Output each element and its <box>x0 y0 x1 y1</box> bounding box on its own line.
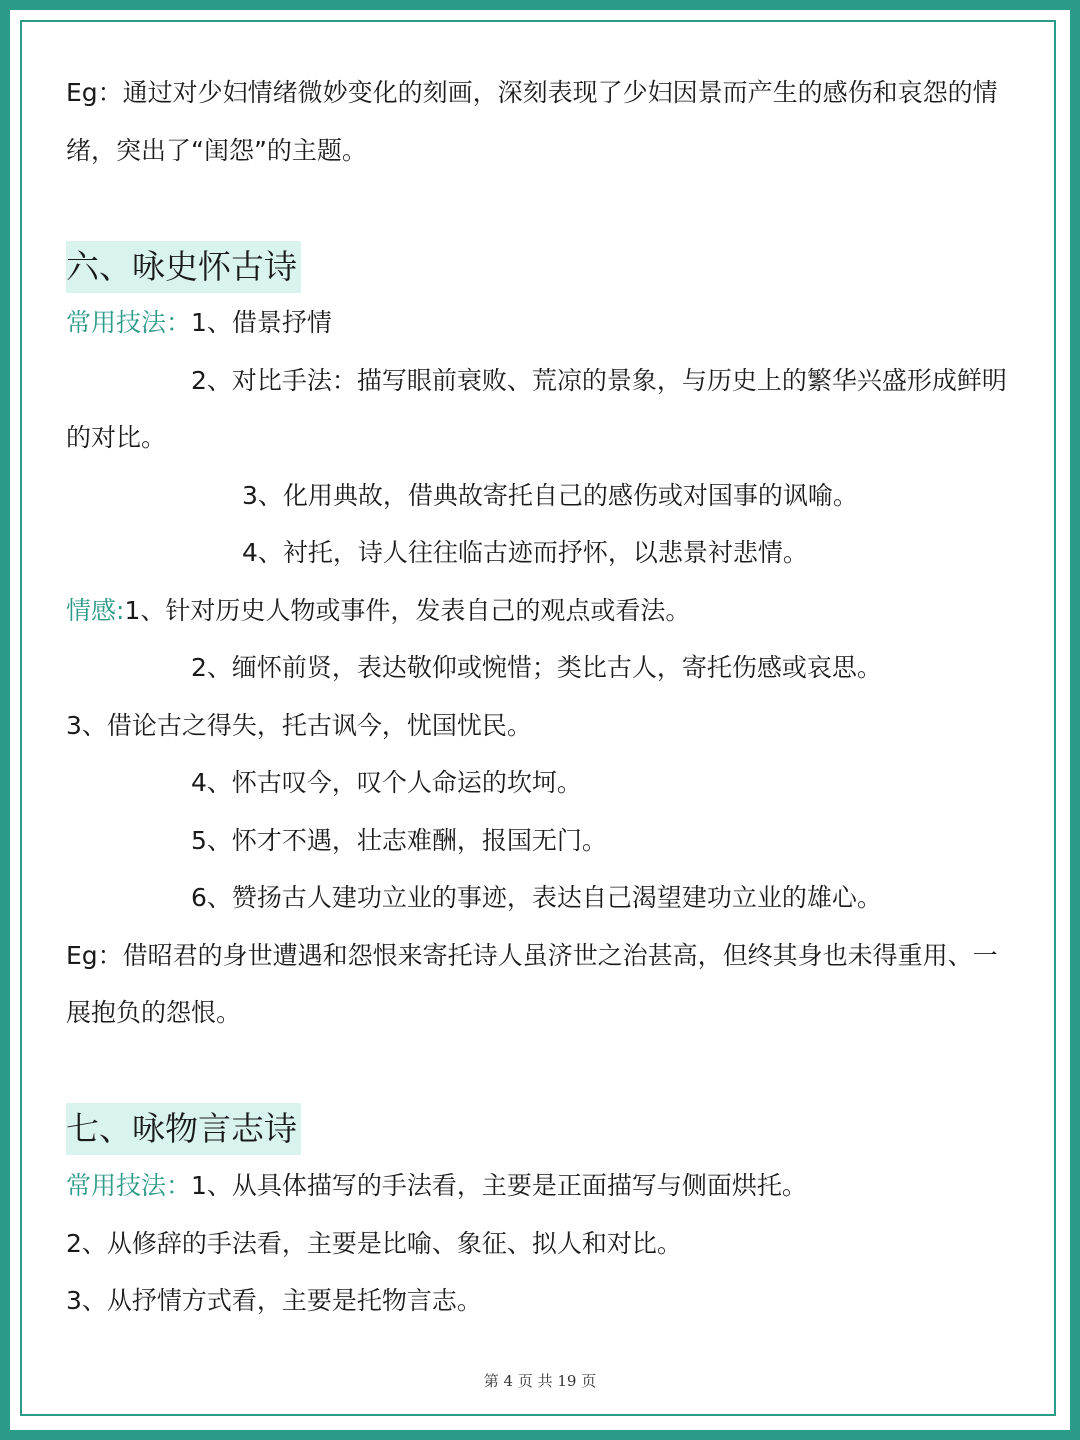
section6-techniques-row1 <box>66 306 332 340</box>
section6-technique-2b: 的对比。 <box>66 423 167 452</box>
section7-technique-2: 2、从修辞的手法看，主要是比喻、象征、拟人和对比。 <box>66 1229 682 1258</box>
section6-example-line1: Eg：借昭君的身世遭遇和怨恨来寄托诗人虽济世之治甚高，但终其身也未得重用、一 <box>66 941 998 970</box>
section6-emotion-5: 5、怀才不遇，壮志难酬，报国无门。 <box>191 826 607 855</box>
section6-heading: 六、咏史怀古诗 <box>66 241 301 293</box>
section6-emotion-row1 <box>66 594 690 628</box>
section6-emotion-6: 6、赞扬古人建功立业的事迹，表达自己渴望建功立业的雄心。 <box>191 883 882 912</box>
section5-example-line2: 绪，突出了“闺怨”的主题。 <box>66 136 367 165</box>
section6-emotion-label: 情感: <box>66 596 125 625</box>
section6-emotion-2: 2、缅怀前贤，表达敬仰或惋惜；类比古人，寄托伤感或哀思。 <box>191 653 882 682</box>
section5-example-line1: Eg：通过对少妇情绪微妙变化的刻画，深刻表现了少妇因景而产生的感伤和哀怨的情 <box>66 78 998 107</box>
section7-techniques-label: 常用技法： <box>66 1171 192 1200</box>
section6-techniques-label: 常用技法： <box>66 308 192 337</box>
section6-technique-1: 1、借景抒情 <box>191 308 332 337</box>
section7-technique-3: 3、从抒情方式看，主要是托物言志。 <box>66 1286 482 1315</box>
section6-technique-3: 3、化用典故，借典故寄托自己的感伤或对国事的讽喻。 <box>242 481 858 510</box>
section6-example-line2: 展抱负的怨恨。 <box>66 998 242 1027</box>
section6-emotion-3: 3、借论古之得失，托古讽今，忧国忧民。 <box>66 711 532 740</box>
page-number-footer: 第 4 页 共 19 页 <box>483 1372 597 1390</box>
section7-technique-1: 1、从具体描写的手法看，主要是正面描写与侧面烘托。 <box>191 1171 807 1200</box>
section7-heading: 七、咏物言志诗 <box>66 1103 301 1155</box>
section6-technique-2a: 2、对比手法：描写眼前衰败、荒凉的景象，与历史上的繁华兴盛形成鲜明 <box>191 366 1007 395</box>
section6-technique-4: 4、衬托，诗人往往临古迹而抒怀，以悲景衬悲情。 <box>242 538 808 567</box>
section6-emotion-1: 1、针对历史人物或事件，发表自己的观点或看法。 <box>124 596 691 625</box>
section7-techniques-row1 <box>66 1169 807 1203</box>
section6-emotion-4: 4、怀古叹今，叹个人命运的坎坷。 <box>191 768 582 797</box>
